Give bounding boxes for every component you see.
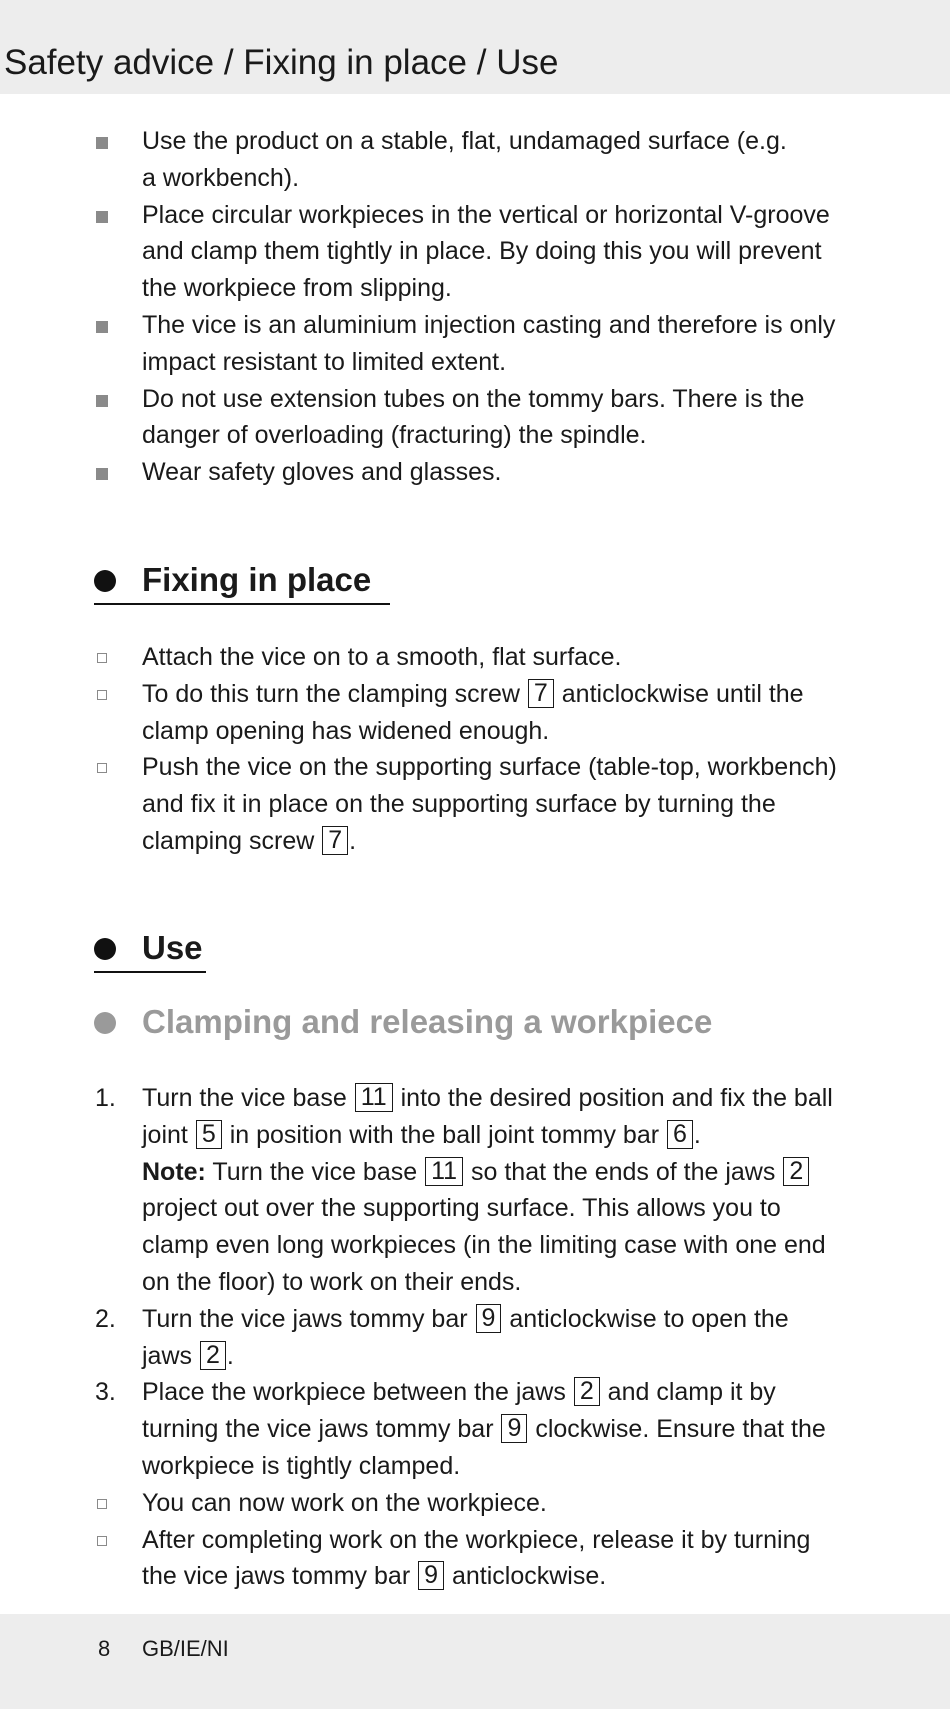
- list-item: Place circular workpieces in the vertical or horizontal V-groove and clamp them tightly in place. By doing this you will prevent the workpiece from slipping.: [0, 197, 862, 307]
- checkbox-bullet-icon: [97, 690, 107, 700]
- list-item: Do not use extension tubes on the tommy bars. There is the danger of overloading (fracturing) the spindle.: [0, 381, 862, 455]
- note-label: Note:: [142, 1157, 206, 1186]
- page-header: [0, 0, 950, 94]
- list-item: To do this turn the clamping screw 7 anticlockwise until the clamp opening has widened enough.: [0, 676, 862, 750]
- part-ref: 11: [425, 1157, 463, 1186]
- square-bullet-icon: [96, 211, 108, 223]
- part-ref: 9: [476, 1304, 502, 1333]
- checkbox-bullet-icon: [97, 1536, 107, 1546]
- region-code: GB/IE/NI: [142, 1636, 229, 1661]
- part-ref: 2: [200, 1341, 226, 1370]
- part-ref: 2: [783, 1157, 809, 1186]
- page-footer: [0, 1614, 950, 1709]
- numbered-item: 3. Place the workpiece between the jaws 2 and clamp it by turning the vice jaws tommy bar 9 clockwise. Ensure that the workpiece is tightly clamped.: [0, 1374, 862, 1484]
- use-steps: [0, 1080, 950, 1595]
- part-ref: 11: [355, 1083, 393, 1112]
- bullet-dot-icon: [94, 938, 116, 960]
- square-bullet-icon: [96, 137, 108, 149]
- list-item: After completing work on the workpiece, release it by turning the vice jaws tommy bar 9 anticlockwise.: [0, 1522, 862, 1596]
- part-ref: 7: [322, 826, 348, 855]
- step-number: 1.: [95, 1084, 116, 1112]
- page-number: 8: [98, 1636, 111, 1661]
- bullet-dot-icon: [94, 1012, 116, 1034]
- safety-list: [0, 123, 950, 491]
- list-item: You can now work on the workpiece.: [0, 1485, 862, 1522]
- list-item: Push the vice on the supporting surface (table-top, workbench) and fix it in place on the supporting surface by turning the clamping screw 7 .: [0, 749, 862, 859]
- part-ref: 9: [418, 1561, 444, 1590]
- part-ref: 5: [196, 1120, 222, 1149]
- part-ref: 9: [501, 1414, 527, 1443]
- list-item: Attach the vice on to a smooth, flat surface.: [0, 639, 862, 676]
- list-item: Wear safety gloves and glasses.: [0, 454, 862, 491]
- list-item: The vice is an aluminium injection casting and therefore is only impact resistant to limited extent.: [0, 307, 862, 381]
- square-bullet-icon: [96, 321, 108, 333]
- heading-underline: [94, 603, 390, 605]
- fixing-steps: [0, 639, 950, 860]
- list-item: Use the product on a stable, flat, undamaged surface (e.g. a workbench).: [0, 123, 862, 197]
- numbered-item: 2. Turn the vice jaws tommy bar 9 anticlockwise to open the jaws 2 .: [0, 1301, 862, 1375]
- checkbox-bullet-icon: [97, 763, 107, 773]
- part-ref: 7: [528, 679, 554, 708]
- checkbox-bullet-icon: [97, 1499, 107, 1509]
- page-title: Safety advice / Fixing in place / Use: [4, 43, 559, 82]
- step-number: 3.: [95, 1378, 116, 1407]
- heading-underline: [94, 971, 206, 973]
- step-number: 2.: [95, 1304, 116, 1333]
- square-bullet-icon: [96, 468, 108, 480]
- checkbox-bullet-icon: [97, 653, 107, 663]
- part-ref: 6: [667, 1120, 693, 1149]
- square-bullet-icon: [96, 395, 108, 407]
- numbered-item: 1. Turn the vice base 11 into the desired position and fix the ball joint 5 in position with the ball joint tommy bar 6 . Note: Turn the vice base 11 so that the ends of the jaws 2 project out over the supporting surface. This allows you to clamp even long workpieces (in the limiting case with one end on the floor) to work on their ends.: [0, 1080, 862, 1301]
- bullet-dot-icon: [94, 570, 116, 592]
- part-ref: 2: [574, 1377, 600, 1406]
